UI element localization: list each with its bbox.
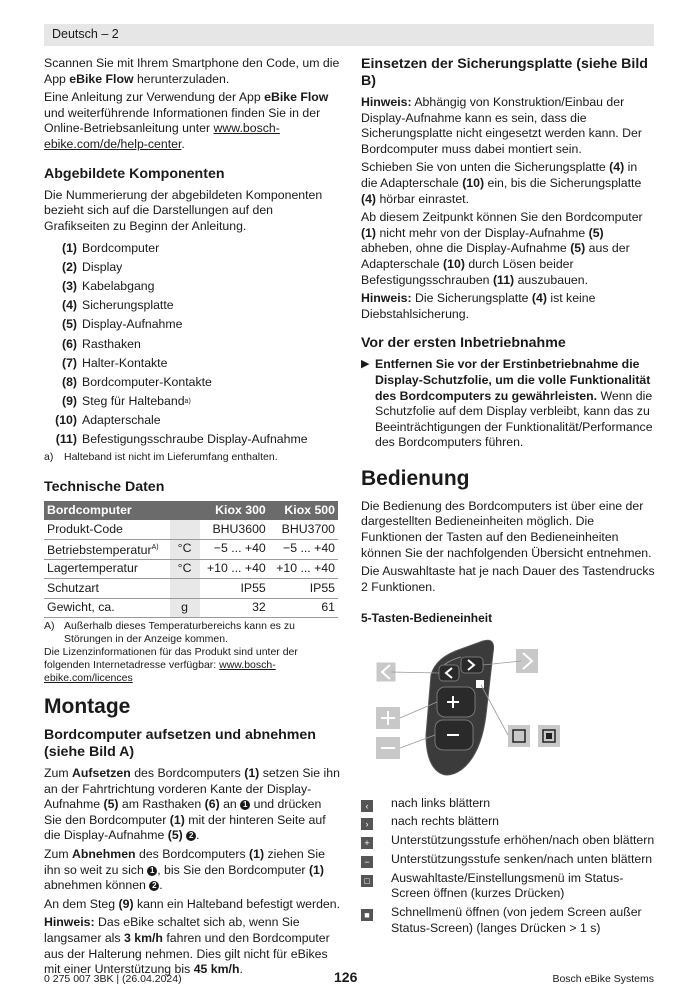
plate-paragraph-1: Hinweis: Abhängig von Konstruktion/Einbau der Display-Aufnahme kann es sein, dass die Sicherungsplatte nicht eingesetzt werden kann. Der Bordcomputer muss dabei montiert sein. [361, 95, 642, 156]
step-2-badge: 2 [149, 881, 159, 891]
remote-select-button [476, 680, 484, 688]
chevron-left-icon: ‹ [361, 800, 373, 812]
chevron-right-icon: › [361, 818, 373, 830]
list-item: (5) Display-Aufnahme [61, 317, 183, 332]
mount-paragraph-3: An dem Steg (9) kann ein Halteband befestigt werden. [44, 896, 341, 911]
first-use-heading: Vor der ersten Inbetriebnahme [361, 335, 566, 352]
button-legend [361, 796, 655, 937]
licences-link[interactable]: www.bosch-ebike.com/licences [44, 659, 276, 685]
operation-heading: Bedienung [361, 466, 470, 490]
section-label: Deutsch – 2 [52, 27, 119, 41]
mount-paragraph-2: Zum Abnehmen des Bordcomputers (1) ziehen Sie ihn so weit zu sich 1 , bis Sie den Bordcomputer (1) abnehmen können 2 . [44, 847, 325, 893]
section-header [44, 24, 654, 46]
select-square-icon: □ [361, 875, 373, 887]
step-1-badge: 1 [147, 866, 157, 876]
list-item: (10) Adapterschale [55, 412, 161, 427]
components-list [44, 239, 340, 449]
brand-name: Bosch eBike Systems [552, 973, 654, 985]
plate-paragraph-4: Hinweis: Die Sicherungsplatte (4) ist keine Diebstahlsicherung. [361, 291, 596, 321]
minus-icon: − [361, 856, 373, 868]
step-1-badge: 1 [240, 800, 250, 810]
list-item: − Unterstützungsstufe senken/nach unten blättern [361, 852, 655, 871]
select-square-icon [508, 725, 530, 747]
table-footnote: A) Außerhalb dieses Temperaturbereichs kann es zu Störungen in der Anzeige kommen. [44, 620, 295, 646]
components-text: Die Nummerierung der abgebildeten Komponenten bezieht sich auf die Darstellungen auf den Grafikseiten zu Beginn der Anleitung. [44, 187, 323, 233]
montage-heading: Montage [44, 695, 131, 719]
intro-paragraph-1: Scannen Sie mit Ihrem Smartphone den Code, um die App eBike Flow herunterzuladen. [44, 56, 340, 86]
list-item: (11) Befestigungsschraube Display-Aufnahme [55, 432, 308, 447]
remote-right-button [461, 657, 483, 673]
table-row: Gewicht, ca. g 32 61 [44, 598, 338, 618]
intro-paragraph-2: Eine Anleitung zur Verwendung der App eBike Flow und weiterführende Informationen finden Sie in der Online-Betriebsanleitung unter www.bosch-ebike.com/de/help-center. [44, 90, 329, 151]
plate-paragraph-3: Ab diesem Zeitpunkt können Sie den Bordcomputer (1) nicht mehr von der Display-Aufnahme (5) abheben, ohne die Display-Aufnahme (5) aus der Adapterschale (10) durch Lösen beider Befestigungsschrauben (11) auszubauen. [361, 210, 643, 287]
remote-left-button [439, 665, 459, 681]
plate-paragraph-2: Schieben Sie von unten die Sicherungsplatte (4) in die Adapterschale (10) ein, bis die Sicherungsplatte (4) hörbar einrastet. [361, 160, 642, 206]
list-item: (3) Kabelabgang [61, 279, 155, 294]
page-number: 126 [334, 969, 358, 985]
table-row: Schutzart IP55 IP55 [44, 579, 338, 599]
list-item: (8) Bordcomputer-Kontakte [61, 374, 212, 389]
list-item: (9) Steg für Halteband a) [61, 393, 191, 408]
mount-heading: Bordcomputer aufsetzen und abnehmen (siehe Bild A) [44, 727, 316, 761]
operation-paragraph-1: Die Bedienung des Bordcomputers ist über eine der dargestellten Bedieneinheiten möglich. Die Funktionen der Tasten auf den Bedieneinheiten können Sie der nachfolgenden Übersicht entnehmen. [361, 498, 652, 560]
left-column [44, 56, 340, 981]
list-item: (4) Sicherungsplatte [61, 298, 174, 313]
quick-menu-icon: ■ [361, 909, 373, 921]
table-row: Betriebstemperatur$^{A)}$ °C −5 ... +40 −5 ... +40 [44, 539, 338, 559]
components-heading: Abgebildete Komponenten [44, 165, 225, 182]
list-item: (7) Halter-Kontakte [61, 355, 168, 370]
list-item: (2) Display [61, 260, 123, 275]
control-unit-illustration [361, 635, 655, 785]
table-row: Produkt-Code BHU3600 BHU3700 [44, 520, 338, 539]
tech-data-table [44, 501, 338, 618]
document-code: 0 275 007 3BK | (26.04.2024) [44, 973, 182, 985]
table-row: Lagertemperatur °C +10 ... +40 +10 ... +40 [44, 559, 338, 579]
figure-caption: 5-Tasten-Bedieneinheit [361, 611, 493, 626]
mount-note: Hinweis: Das eBike schaltet sich ab, wenn Sie langsamer als 3 km/h fahren und den Bordcomputer aus der Halterung nehmen. Dies gilt nicht für eBikes mit einer Unterstützung bis 45 km/h. [44, 915, 330, 977]
mount-paragraph-1: Zum Aufsetzen des Bordcomputers (1) setzen Sie ihn an der Fahrtrichtung vorderen Kante der Display-Aufnahme (5) am Rasthaken (6) an 1 und drücken Sie den Bordcomputer (1) mit der hinteren Seite auf die Display-Aufnahme (5) 2 . [44, 766, 340, 843]
list-item: ‹ nach links blättern [361, 796, 655, 815]
table-header-row: Bordcomputer Kiox 300 Kiox 500 [44, 501, 338, 520]
first-use-instruction: ▶ Entfernen Sie vor der Erstinbetriebnahme die Display-Schutzfolie, um die volle Funktionalität des Bordcomputers zu gewährleisten. Wenn die Schutzfolie auf dem Display verbleibt, kann das zu Beeinträchtigungen der Funktionalität/Performance des Bordcomputers führen. [361, 357, 653, 450]
triangle-right-icon: ▶ [361, 358, 370, 371]
list-item: □ Auswahltaste/Einstellungsmenü im Status-Screen öffnen (kurzes Drücken) [361, 871, 655, 902]
step-2-badge: 2 [186, 831, 196, 841]
list-item: › nach rechts blättern [361, 814, 655, 833]
list-item: (1) Bordcomputer [61, 241, 160, 256]
operation-paragraph-2: Die Auswahltaste hat je nach Dauer des Tastendrucks 2 Funktionen. [361, 564, 655, 594]
plus-icon: + [361, 837, 373, 849]
license-note: Die Lizenzinformationen für das Produkt sind unter der folgenden Internetadresse verfügbar: www.bosch-ebike.com/licences [44, 646, 298, 685]
right-column [361, 56, 655, 936]
list-item: (6) Rasthaken [61, 336, 141, 351]
help-center-link[interactable]: www.bosch-ebike.com/de/help-center [44, 121, 280, 151]
tech-data-heading: Technische Daten [44, 479, 165, 496]
plate-heading: Einsetzen der Sicherungsplatte (siehe Bild B) [361, 56, 648, 89]
list-item: + Unterstützungsstufe erhöhen/nach oben blättern [361, 833, 655, 852]
list-item: ■ Schnellmenü öffnen (von jedem Screen außer Status-Screen) (langes Drücken > 1 s) [361, 905, 655, 936]
components-footnote: a) Halteband ist nicht im Lieferumfang enthalten. [44, 451, 278, 464]
